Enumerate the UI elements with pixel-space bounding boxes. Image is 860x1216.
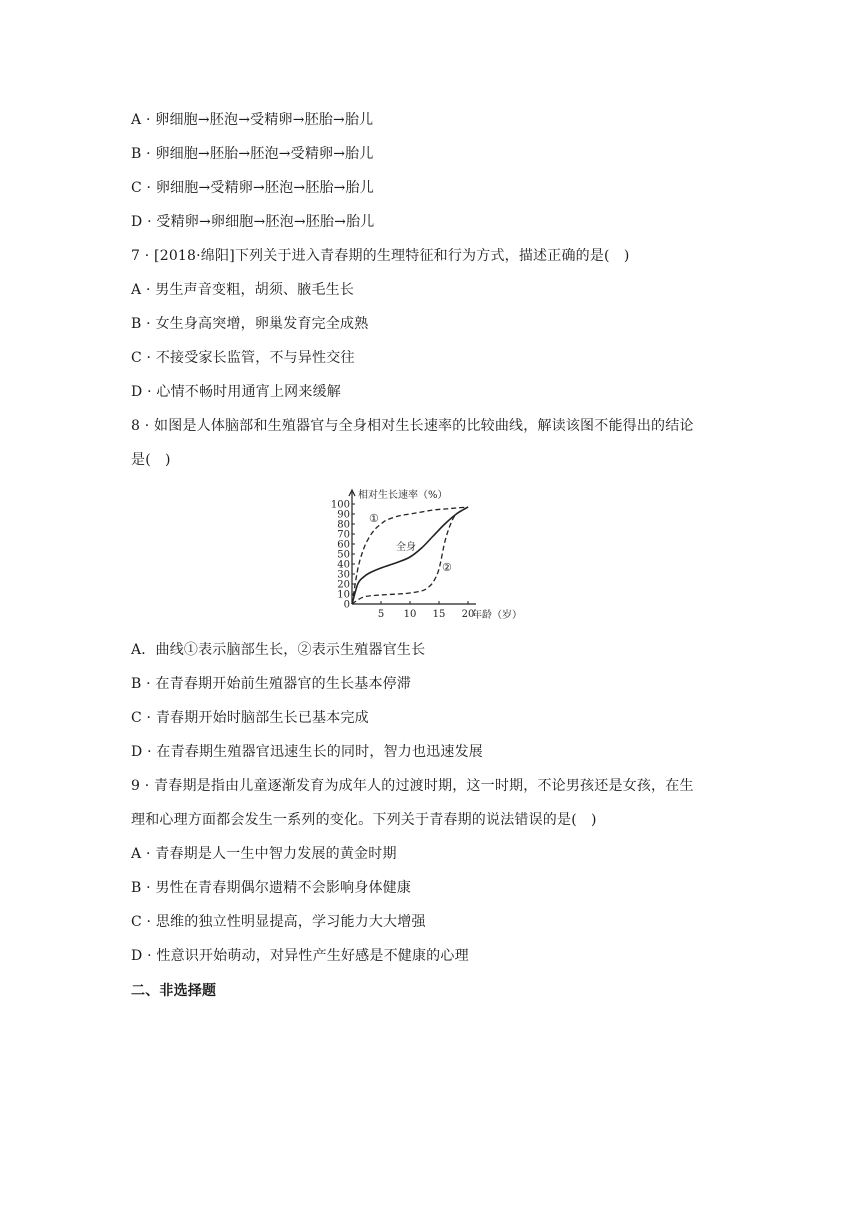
q8-option-a: A．曲线①表示脑部生长，②表示生殖器官生长 [131, 642, 426, 658]
chart-x-axis-label: 年龄（岁） [472, 610, 522, 621]
q7-option-c: C · 不接受家长监管，不与异性交往 [131, 350, 355, 366]
y-tick-label: 60 [337, 539, 350, 551]
x-tick-label: 15 [432, 609, 446, 620]
y-tick-label: 100 [330, 499, 350, 511]
series-label-whole-body: 全身 [396, 542, 416, 553]
q7-option-a: A · 男生声音变粗，胡须、腋毛生长 [131, 282, 355, 298]
y-tick-label: 50 [337, 549, 350, 561]
q9-option-d: D · 性意识开始萌动，对异性产生好感是不健康的心理 [131, 948, 469, 964]
q9-stem-line2: 理和心理方面都会发生一系列的变化。下列关于青春期的说法错误的是( ) [131, 812, 597, 828]
series-label-brain: ① [369, 512, 379, 525]
y-tick-label: 80 [337, 519, 350, 531]
x-tick-label: 5 [377, 609, 385, 620]
q8-stem-line2: 是( ) [131, 452, 171, 468]
y-tick-label: 20 [337, 579, 350, 591]
x-tick-label: 20 [461, 609, 475, 620]
y-tick-label: 40 [337, 559, 350, 571]
q6-option-c: C · 卵细胞→受精卵→胚泡→胚胎→胎儿 [131, 180, 374, 196]
chart-y-axis-label: 相对生长速率（%） [358, 490, 448, 501]
q6-option-a: A · 卵细胞→胚泡→受精卵→胚胎→胎儿 [131, 112, 374, 128]
y-tick-label: 30 [337, 569, 350, 581]
q9-option-c: C · 思维的独立性明显提高，学习能力大大增强 [131, 914, 426, 930]
q6-option-d: D · 受精卵→卵细胞→胚泡→胚胎→胎儿 [131, 214, 375, 230]
y-tick-label: 90 [337, 509, 350, 521]
x-tick-label: 10 [403, 609, 417, 620]
q8-option-d: D · 在青春期生殖器官迅速生长的同时，智力也迅速发展 [131, 744, 483, 760]
series-label-reproductive: ② [442, 561, 452, 574]
chart-y-ticks [331, 500, 355, 611]
q9-option-a: A · 青春期是人一生中智力发展的黄金时期 [131, 846, 397, 862]
q6-option-b: B · 卵细胞→胚胎→胚泡→受精卵→胎儿 [131, 146, 374, 162]
q7-option-d: D · 心情不畅时用通宵上网来缓解 [131, 384, 341, 400]
y-tick-label: 70 [337, 529, 350, 541]
q7-option-b: B · 女生身高突增，卵巢发育完全成熟 [131, 316, 369, 332]
q9-stem-line1: 9 · 青春期是指由儿童逐渐发育为成年人的过渡时期，这一时期，不论男孩还是女孩，在生 [131, 778, 694, 794]
y-tick-label: 0 [343, 599, 350, 611]
q7-stem: 7 · [2018·绵阳]下列关于进入青春期的生理特征和行为方式，描述正确的是( ) [131, 248, 630, 264]
q8-stem-line1: 8 · 如图是人体脑部和生殖器官与全身相对生长速率的比较曲线，解读该图不能得出的结论 [131, 418, 694, 434]
q8-option-b: B · 在青春期开始前生殖器官的生长基本停滞 [131, 676, 412, 692]
q9-option-b: B · 男性在青春期偶尔遗精不会影响身体健康 [131, 880, 412, 896]
q8-option-c: C · 青春期开始时脑部生长已基本完成 [131, 710, 369, 726]
section-heading: 二、非选择题 [131, 983, 217, 999]
y-tick-label: 10 [337, 589, 350, 601]
growth-rate-chart [322, 486, 542, 626]
